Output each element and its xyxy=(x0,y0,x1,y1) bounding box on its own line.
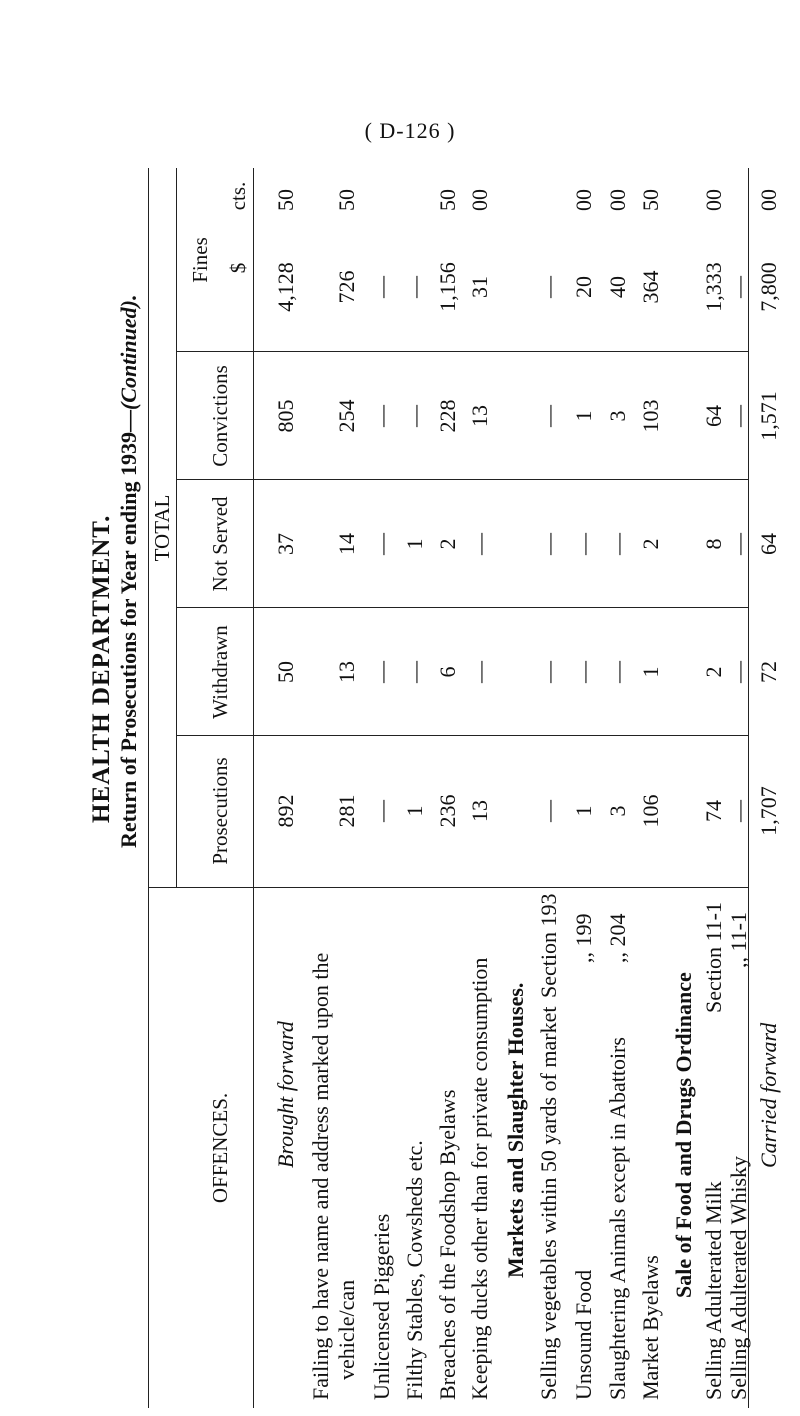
row-convictions: 1 xyxy=(571,410,596,422)
brought-forward-label: Brought forward xyxy=(273,1021,298,1168)
row-prosecutions: 1 xyxy=(571,805,596,817)
row-not-served: — xyxy=(726,533,751,555)
row-not-served: — xyxy=(571,533,596,555)
bf-fines: 4,128 xyxy=(273,262,298,312)
row-prosecutions: 281 xyxy=(334,794,359,828)
row-prosecutions: 106 xyxy=(638,794,663,828)
row-fines: — xyxy=(726,276,751,298)
row-fines: 1,156 xyxy=(435,262,460,312)
rule xyxy=(148,168,149,1408)
offence-label: vehicle/can xyxy=(334,1279,359,1380)
offence-label: Filthy Stables, Cowsheds etc. xyxy=(402,1140,427,1400)
section-ref: Section 193 xyxy=(536,893,561,998)
page-number: ( D-126 ) xyxy=(364,118,456,143)
row-fines: 1,333 xyxy=(701,262,726,312)
col-not-served: Not Served xyxy=(208,496,232,592)
row-not-served: — xyxy=(605,533,630,555)
section-ref: ,, 199 xyxy=(571,913,596,963)
cf-prosecutions: 1,707 xyxy=(756,786,781,836)
section-ref: ,, 11-1 xyxy=(726,911,751,968)
row-fines: — xyxy=(536,276,561,298)
row-convictions: 3 xyxy=(605,410,630,422)
row-not-served: — xyxy=(467,533,492,555)
cf-cents: 00 xyxy=(756,189,781,211)
row-convictions: 64 xyxy=(701,405,726,427)
row-fines: — xyxy=(369,276,394,298)
section-ref: ,, 204 xyxy=(605,913,630,963)
section-ref: Section 11-1 xyxy=(701,902,726,1013)
rule xyxy=(253,168,254,1408)
cf-withdrawn: 72 xyxy=(756,661,781,683)
row-prosecutions: 236 xyxy=(435,794,460,828)
row-prosecutions: 3 xyxy=(605,805,630,817)
bf-prosecutions: 892 xyxy=(273,794,298,828)
bf-cents: 50 xyxy=(273,189,298,211)
col-withdrawn: Withdrawn xyxy=(208,625,232,719)
offence-label: Selling Adulterated Whisky xyxy=(726,1155,751,1400)
offence-label: Selling Adulterated Milk xyxy=(701,1181,726,1400)
row-prosecutions: — xyxy=(536,800,561,822)
col-prosecutions: Prosecutions xyxy=(208,757,232,865)
row-cents: 50 xyxy=(435,189,460,211)
row-convictions: — xyxy=(402,405,427,427)
subtitle-text: Return of Prosecutions for Year ending 1939— xyxy=(116,410,141,848)
cf-fines: 7,800 xyxy=(756,262,781,312)
row-convictions: — xyxy=(369,405,394,427)
row-withdrawn: — xyxy=(402,661,427,683)
bf-convictions: 805 xyxy=(273,399,298,433)
carried-forward-label: Carried forward xyxy=(756,1022,781,1168)
row-convictions: 254 xyxy=(334,399,359,433)
row-cents: 50 xyxy=(334,189,359,211)
row-withdrawn: 2 xyxy=(701,666,726,678)
row-cents: 00 xyxy=(701,189,726,211)
row-fines: 364 xyxy=(638,270,663,304)
total-header: TOTAL xyxy=(150,494,174,562)
offence-label: Slaughtering Animals except in Abattoirs xyxy=(605,1037,630,1400)
col-fines: Fines xyxy=(188,237,212,283)
row-withdrawn: — xyxy=(467,661,492,683)
rule xyxy=(176,168,177,888)
row-prosecutions: 13 xyxy=(467,800,492,822)
row-withdrawn: — xyxy=(605,661,630,683)
offence-label: Breaches of the Foodshop Byelaws xyxy=(435,1089,460,1400)
offence-label: Market Byelaws xyxy=(638,1255,663,1400)
row-withdrawn: — xyxy=(536,661,561,683)
row-not-served: 2 xyxy=(435,538,460,550)
row-convictions: 228 xyxy=(435,399,460,433)
offence-label: Failing to have name and address marked upon the xyxy=(308,952,333,1400)
row-not-served: 1 xyxy=(402,538,427,550)
row-withdrawn: — xyxy=(369,661,394,683)
row-prosecutions: — xyxy=(726,800,751,822)
row-convictions: 13 xyxy=(467,405,492,427)
cf-convictions: 1,571 xyxy=(756,391,781,441)
row-prosecutions: — xyxy=(369,800,394,822)
rule xyxy=(148,887,748,888)
row-not-served: — xyxy=(369,533,394,555)
row-cents: 00 xyxy=(467,189,492,211)
row-not-served: — xyxy=(536,533,561,555)
row-convictions: 103 xyxy=(638,399,663,433)
return-subtitle xyxy=(116,295,142,848)
row-withdrawn: 6 xyxy=(435,666,460,678)
bf-not-served: 37 xyxy=(273,533,298,555)
row-not-served: 14 xyxy=(334,533,359,555)
row-fines: 40 xyxy=(605,276,630,298)
section-header: Sale of Food and Drugs Ordinance xyxy=(671,972,696,1298)
row-fines: 31 xyxy=(467,276,492,298)
row-fines: 726 xyxy=(334,270,359,304)
row-withdrawn: 1 xyxy=(638,666,663,678)
row-fines: 20 xyxy=(571,276,596,298)
row-not-served: 8 xyxy=(701,538,726,550)
bf-withdrawn: 50 xyxy=(273,661,298,683)
prosecutions-table xyxy=(148,168,781,1408)
offences-header: OFFENCES. xyxy=(208,1092,232,1204)
row-cents: 00 xyxy=(571,189,596,211)
row-convictions: — xyxy=(536,405,561,427)
row-withdrawn: — xyxy=(571,661,596,683)
department-title: HEALTH DEPARTMENT. xyxy=(88,514,115,823)
row-withdrawn: 13 xyxy=(334,661,359,683)
cf-not-served: 64 xyxy=(756,533,781,555)
row-withdrawn: — xyxy=(726,661,751,683)
row-cents: 00 xyxy=(605,189,630,211)
row-convictions: — xyxy=(726,405,751,427)
section-header: Markets and Slaughter Houses. xyxy=(503,982,528,1278)
cents-unit: cts. xyxy=(226,181,250,211)
offence-label: Selling vegetables within 50 yards of market xyxy=(536,1006,561,1400)
offence-label: Unlicensed Piggeries xyxy=(369,1213,394,1400)
row-not-served: 2 xyxy=(638,538,663,550)
row-cents: 50 xyxy=(638,189,663,211)
offence-label: Unsound Food xyxy=(571,1269,596,1400)
row-fines: — xyxy=(402,276,427,298)
offence-label: Keeping ducks other than for private consumption xyxy=(467,957,492,1400)
row-prosecutions: 74 xyxy=(701,800,726,822)
subtitle-continued: (Continued). xyxy=(116,294,141,411)
dollar-unit: $ xyxy=(226,262,250,274)
row-prosecutions: 1 xyxy=(402,805,427,817)
col-convictions: Convictions xyxy=(208,365,232,467)
